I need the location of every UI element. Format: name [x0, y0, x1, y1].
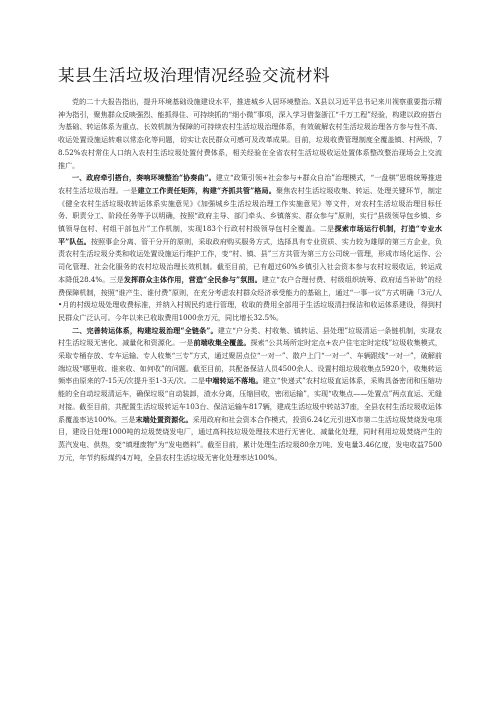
intro-paragraph: 党的二十大报告指出，提升环境基础设施建设水平，推进城乡人居环境整治。X县以习近平总书记来川视察重要指示精神为指引，聚焦群众反映强烈、能抓得住、可持续抓的“细小微”事项，深入学习借鉴浙江“千万工程”经验，构建以政府搭台为基础、转运体系为重点、长效机制为保障的可持续农村生活垃圾治理体系，有效破解农村生活垃圾治理各方参与性不高、收运处置设施运转难以常态化等问题，切实让农民群众可感可及改革成果。目前，垃圾收费管理制度全覆盖镇、村两级，78.52%农村常住人口纳入农村生活垃圾处置付费体系，相关经验在全省农村生活垃圾收运处置体系整改整治现场会上交流推广。 — [58, 97, 442, 170]
section-1-bold-1: 建立工作责任矩阵，构建“齐抓共管”格局。 — [137, 185, 276, 195]
section-1-text-2: 聚焦农村生活垃圾收集、转运、处理关键环节，制定《健全农村生活垃圾收转运体系实施意见》《加强城乡生活垃圾治理工作实施意见》等文件，对农村生活垃圾治理目标任务、职责分工、阶段任务等予以明确，按照“政府主导、部门牵头、乡镇落实、群众参与”原则，实行“县级领导包乡镇、乡镇领导包村、村组干部包片”工作机制，实现183个行政村村级领导包村全覆盖。二是 — [58, 185, 443, 234]
section-1-text-3: 按照事企分离、管干分开的原则，采取政府购买服务方式，选择具有专业资质、实力较为雄厚的第三方企业，负责农村生活垃圾分类和收运处置设施运行维护工作，变“村、镇、县”三方共管为第三方公司统一管理，形成市场化运作、公司化管理、社会化服务的农村垃圾治理长效机制。截至目前，已有超过60%乡镇引入社会资本参与农村垃圾收运，转运成本降低28.4%。三是 — [58, 236, 442, 284]
section-1-text-1: 建立“政策引领+社会参与+群众自治”治理模式，“一盘棋”思维统筹推进农村生活垃圾治理。一是 — [58, 173, 442, 195]
section-1-paragraph — [58, 172, 442, 324]
section-2-bold-2: 中端转运不落地。 — [205, 376, 263, 386]
section-2-text-2: 探索“公共场所定时定点+农户住宅定时定线”垃圾收集模式，采取专桶存放、专车运输、专人收集“三专”方式，通过聚居点位“一对一”、散户上门“一对一”、车辆跟线“一对一”，破解前端垃圾“哪里收、谁来收、如何收”的问题。截至目前，共配备保洁人员4500余人、设置村组垃圾收集点5920个，收集转运频率由原来的7-15天/次提升至1-3天/次。二是 — [58, 338, 443, 386]
document-title: 某县生活垃圾治理情况经验交流材料 — [58, 66, 330, 85]
section-2-heading: 二、完善转运体系，构建垃圾治理“全链条”。 — [72, 325, 218, 335]
section-2-text-3: 建立“快递式”农村垃圾直运体系，采购具备密闭和压缩功能的全自动垃圾清运车，确保垃圾“自动装卸，渣水分离，压缩回收，密闭运输”，实现“收集点——处置点”两点直运、无缝对接。截至目前，共配置生活垃圾转运车103台、保洁运输车817辆，建成生活垃圾中转站37座，全县农村生活垃圾收运体系覆盖率达100%。三是 — [58, 376, 442, 424]
section-2-text-1: 建立“户分类、村收集、镇转运、县处理”垃圾清运一条链机制，实现农村生活垃圾无害化、减量化和资源化。一是 — [58, 325, 442, 348]
section-2-bold-3: 末端处置资源化。 — [135, 414, 193, 424]
section-1-bold-2: 探索市场运行机制，打造“专业水平”队伍。 — [58, 224, 442, 246]
section-2-text-4: 采用政府和社会资本合作模式，投资6.24亿元引进X市第二生活垃圾焚烧发电项目，建设日处理1000吨的垃圾焚烧发电厂，通过高科技垃圾处理技术进行无害化、减量化处理，同时利用垃圾焚烧产生的蒸汽发电、供热，变“填埋废物”为“发电燃料”。截至目前，累计处理生活垃圾80余万吨、发电量3.46亿度，发电收益7500万元，年节约标煤约4万吨，全县农村生活垃圾无害化处理率达100%。 — [58, 414, 443, 462]
section-1-heading: 一、政府牵引搭台，奏响环境整治“协奏曲”。 — [72, 173, 216, 183]
section-2-paragraph — [58, 325, 442, 465]
section-1-text-4: 建立“农户合理付费、村级组织统筹、政府适当补助”的经费保障机制，按照“谁产生、谁付费”原则，在充分考虑农村群众经济承受能力的基础上，通过“一事一议”方式明确「3元/人•月的村级垃圾处理收费标准，并纳入村规民约进行管理，收取的费用全部用于生活垃圾清扫保洁和收运体系建设，得到村民群众广泛认可。今年以来已收取费用1000余万元，同比增长32.5%。 — [58, 274, 442, 322]
section-2-bold-1: 前端收集全覆盖。 — [193, 338, 251, 348]
section-1-bold-3: 发挥群众主体作用，营造“全民参与”氛围。 — [123, 274, 262, 284]
